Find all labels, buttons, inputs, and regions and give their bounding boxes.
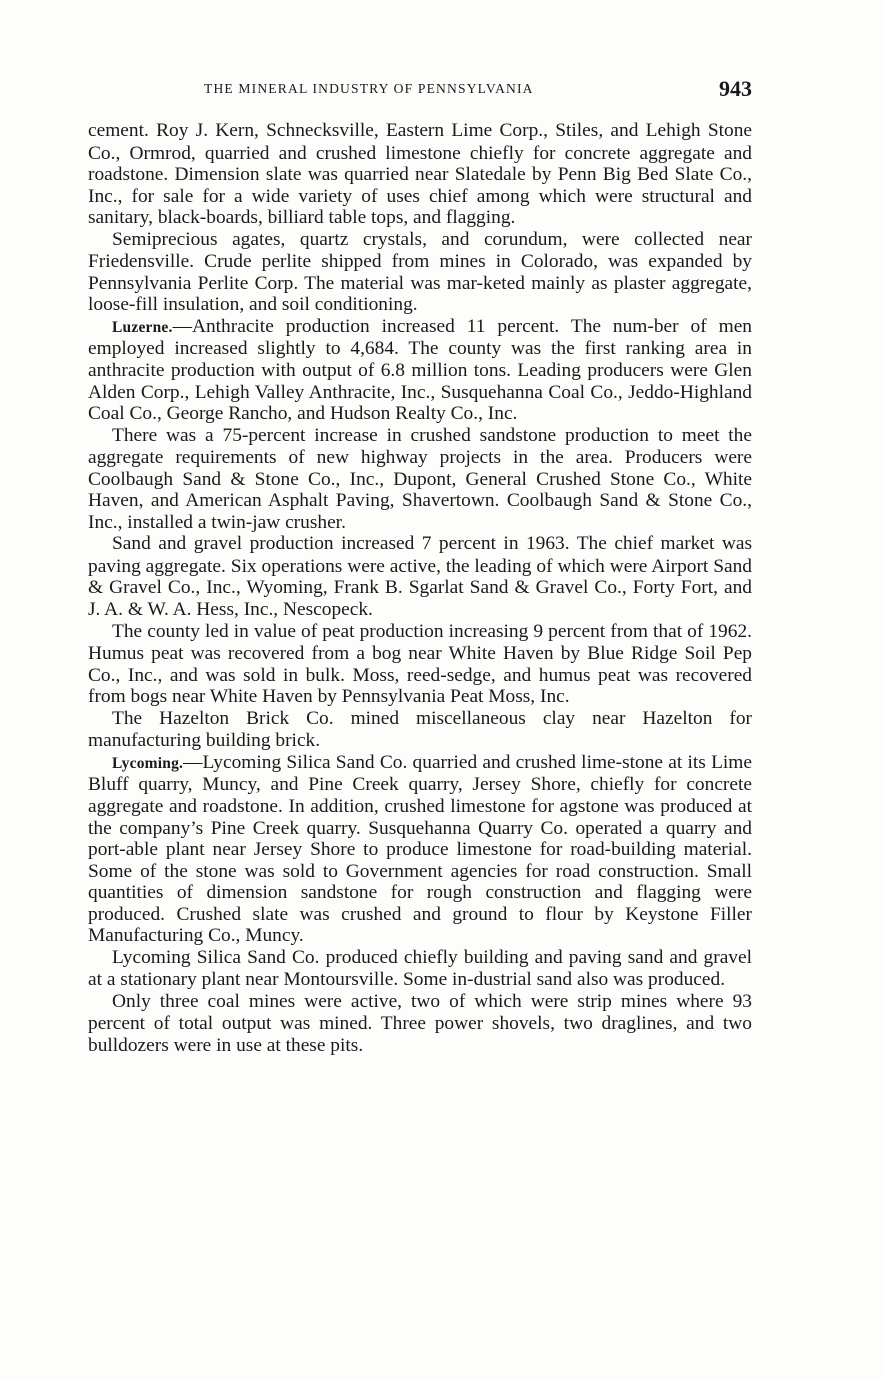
paragraph-text: —Anthracite production increased 11 percent. The num-ber of men employed increased slightly to 4,684. The county was the first ranking area in anthracite production with output of 6.8 million tons. Leading producers were Glen Alden Corp., Lehigh Valley Anthracite, Inc., Susquehanna Coal Co., Jeddo-Highland Coal Co., George Rancho, and Hudson Realty Co., Inc. <box>88 315 752 425</box>
page-number: 943 <box>719 76 752 101</box>
paragraph-lycoming-limestone <box>88 752 752 947</box>
paragraph-semiprecious <box>88 229 752 316</box>
paragraph-text: The county led in value of peat production increasing 9 percent from that of 1962. Humus peat was recovered from a bog near White Haven by Blue Ridge Soil Pep Co., Inc., and was sold in bulk. Moss, reed-sedge, and humus peat was recovered from bogs near White Haven by Pennsylvania Peat Moss, Inc. <box>88 620 752 708</box>
paragraph-luzerne-peat <box>88 621 752 708</box>
paragraph-luzerne-sand-gravel <box>88 533 752 620</box>
paragraph-text: The Hazelton Brick Co. mined miscellaneous clay near Hazelton for manufacturing building brick. <box>88 707 752 752</box>
paragraph-luzerne-anthracite <box>88 316 752 425</box>
paragraph-text: —Lycoming Silica Sand Co. quarried and crushed lime-stone at its Lime Bluff quarry, Muncy, and Pine Creek quarry, Jersey Shore, chiefly for concrete aggregate and roadstone. In addition, crushed limestone for agstone was produced at the company’s Pine Creek quarry. Susquehanna Quarry Co. operated a quarry and port-able plant near Jersey Shore to produce limestone for road-building material. Some of the stone was sold to Government agencies for road construction. Small quantities of dimension sandstone for rough construction and flagging were produced. Crushed slate was crushed and ground to flour by Keystone Filler Manufacturing Co., Muncy. <box>88 751 752 947</box>
paragraph-text: Semiprecious agates, quartz crystals, and corundum, were collected near Friedensville. Crude perlite shipped from mines in Colorado, was expanded by Pennsylvania Perlite Corp. The material was mar-keted mainly as plaster aggregate, loose-fill insulation, and soil conditioning. <box>88 228 752 316</box>
paragraph-lycoming-sand-gravel <box>88 947 752 991</box>
body-text <box>88 120 752 1057</box>
running-head <box>88 78 752 102</box>
paragraph-luzerne-clay <box>88 708 752 752</box>
paragraph-lycoming-coal <box>88 991 752 1057</box>
paragraph-luzerne-sandstone <box>88 425 752 534</box>
paragraph-text: There was a 75-percent increase in crushed sandstone production to meet the aggregate requirements of new highway projects in the area. Producers were Coolbaugh Sand & Stone Co., Inc., Dupont, General Crushed Stone Co., White Haven, and American Asphalt Paving, Shavertown. Coolbaugh Sand & Stone Co., Inc., installed a twin-jaw crusher. <box>88 424 752 533</box>
paragraph-text: cement. Roy J. Kern, Schnecksville, Eastern Lime Corp., Stiles, and Lehigh Stone Co., Ormrod, quarried and crushed limestone chiefly for concrete aggregate and roadstone. Dimension slate was quarried near Slatedale by Penn Big Bed Slate Co., Inc., for sale for a wide variety of uses chief among which were structural and sanitary, black-boards, billiard table tops, and flagging. <box>88 120 752 229</box>
paragraph-text: Only three coal mines were active, two of which were strip mines where 93 percent of total output was mined. Three power shovels, two draglines, and two bulldozers were in use at these pits. <box>88 990 752 1056</box>
county-heading-luzerne: Luzerne. <box>112 318 173 336</box>
paragraph-text: Sand and gravel production increased 7 percent in 1963. The chief market was paving aggregate. Six operations were active, the leading of which were Airport Sand & Gravel Co., Inc., Wyoming, Frank B. Sgarlat Sand & Gravel Co., Forty Fort, and J. A. & W. A. Hess, Inc., Nescopeck. <box>88 533 752 621</box>
county-heading-lycoming: Lycoming. <box>112 754 184 772</box>
paragraph-text: Lycoming Silica Sand Co. produced chiefly building and paving sand and gravel at a stationary plant near Montoursville. Some in-dustrial sand also was produced. <box>88 946 752 991</box>
paragraph-kern-lime <box>88 120 752 229</box>
running-title: THE MINERAL INDUSTRY OF PENNSYLVANIA <box>204 81 534 96</box>
